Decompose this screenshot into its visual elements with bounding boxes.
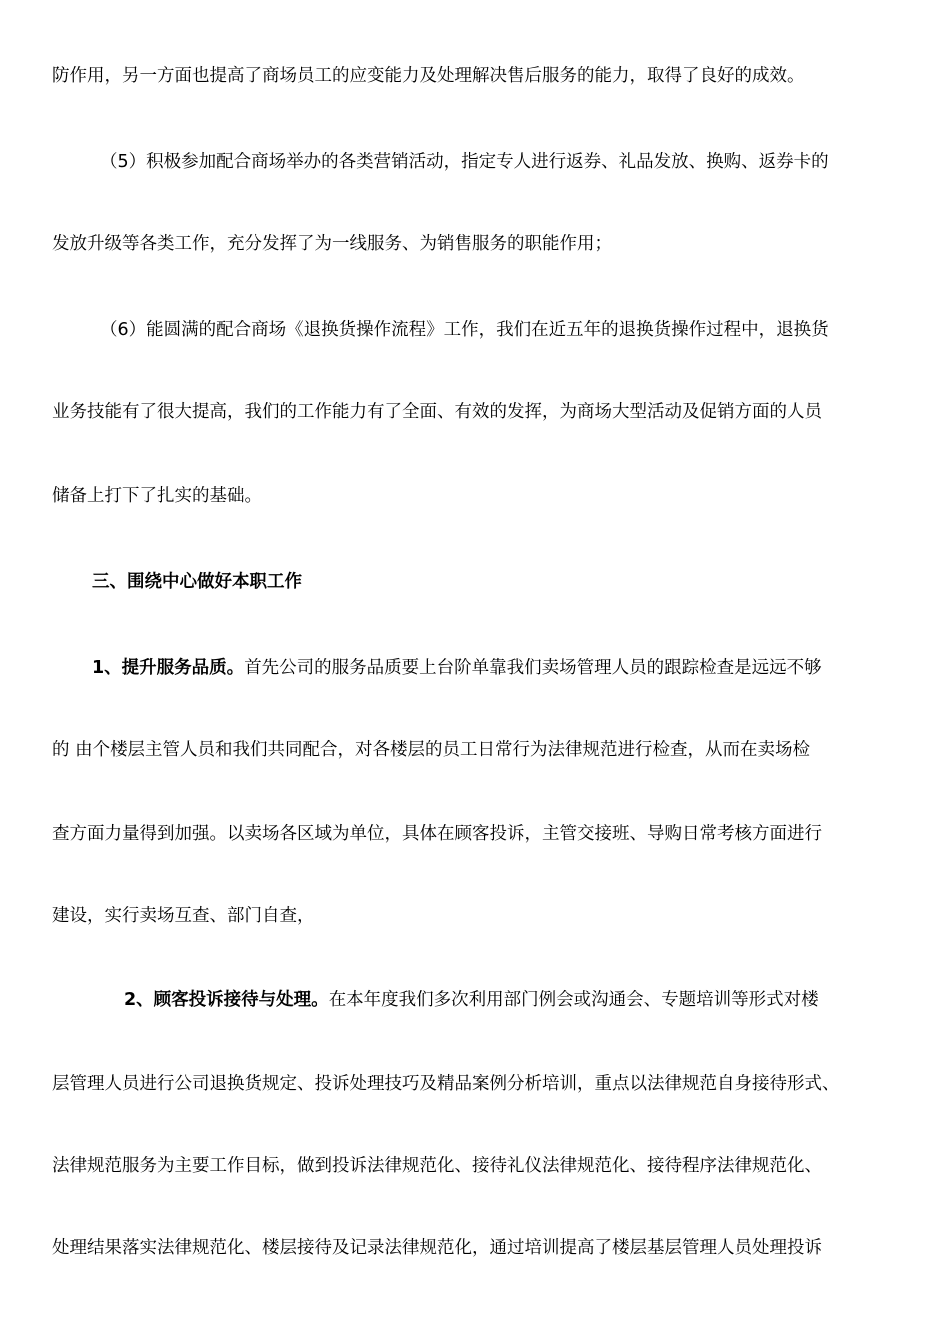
item-heading: 1、提升服务品质。 [92,658,245,678]
paragraph-line [100,318,829,342]
line-text: 的 由个楼层主管人员和我们共同配合，对各楼层的员工日常行为法律规范进行检查，从而在卖场检 [52,740,811,760]
paragraph-line [52,904,315,928]
line-text: 业务技能有了很大提高，我们的工作能力有了全面、有效的发挥，为商场大型活动及促销方面的人员 [52,402,822,422]
paragraph-line [52,822,822,846]
paragraph-line [100,150,829,174]
line-text: 建设，实行卖场互查、部门自查， [52,906,315,926]
line-text: 防作用，另一方面也提高了商场员工的应变能力及处理解决售后服务的能力，取得了良好的成效。 [52,66,805,86]
paragraph-line [52,400,822,424]
paragraph-line [52,484,262,508]
paragraph-line [52,1154,822,1178]
item-heading: 2、顾客投诉接待与处理。 [124,990,329,1010]
section-heading [92,570,302,594]
line-text: 发放升级等各类工作，充分发挥了为一线服务、为销售服务的职能作用； [52,234,612,254]
paragraph-line [52,738,810,762]
section-heading-text: 三、围绕中心做好本职工作 [92,572,302,592]
line-text: （6）能圆满的配合商场《退换货操作流程》工作，我们在近五年的退换货操作过程中，退换货 [100,320,829,340]
paragraph-line [52,64,805,88]
line-text: 首先公司的服务品质要上台阶单靠我们卖场管理人员的跟踪检查是远远不够 [244,658,822,678]
paragraph-line [52,232,612,256]
line-text: （5）积极参加配合商场举办的各类营销活动，指定专人进行返券、礼品发放、换购、返券卡的 [100,152,829,172]
line-text: 法律规范服务为主要工作目标，做到投诉法律规范化、接待礼仪法律规范化、接待程序法律规范化、 [52,1156,822,1176]
line-text: 储备上打下了扎实的基础。 [52,486,262,506]
paragraph-line [92,656,822,680]
paragraph-line [124,988,819,1012]
paragraph-line [52,1072,840,1096]
line-text: 层管理人员进行公司退换货规定、投诉处理技巧及精品案例分析培训，重点以法律规范自身接待形式、 [52,1074,840,1094]
line-text: 处理结果落实法律规范化、楼层接待及记录法律规范化，通过培训提高了楼层基层管理人员处理投诉 [52,1238,822,1258]
paragraph-line [52,1236,822,1260]
line-text: 查方面力量得到加强。以卖场各区域为单位，具体在顾客投诉，主管交接班、导购日常考核方面进行 [52,824,822,844]
line-text: 在本年度我们多次利用部门例会或沟通会、专题培训等形式对楼 [328,990,819,1010]
